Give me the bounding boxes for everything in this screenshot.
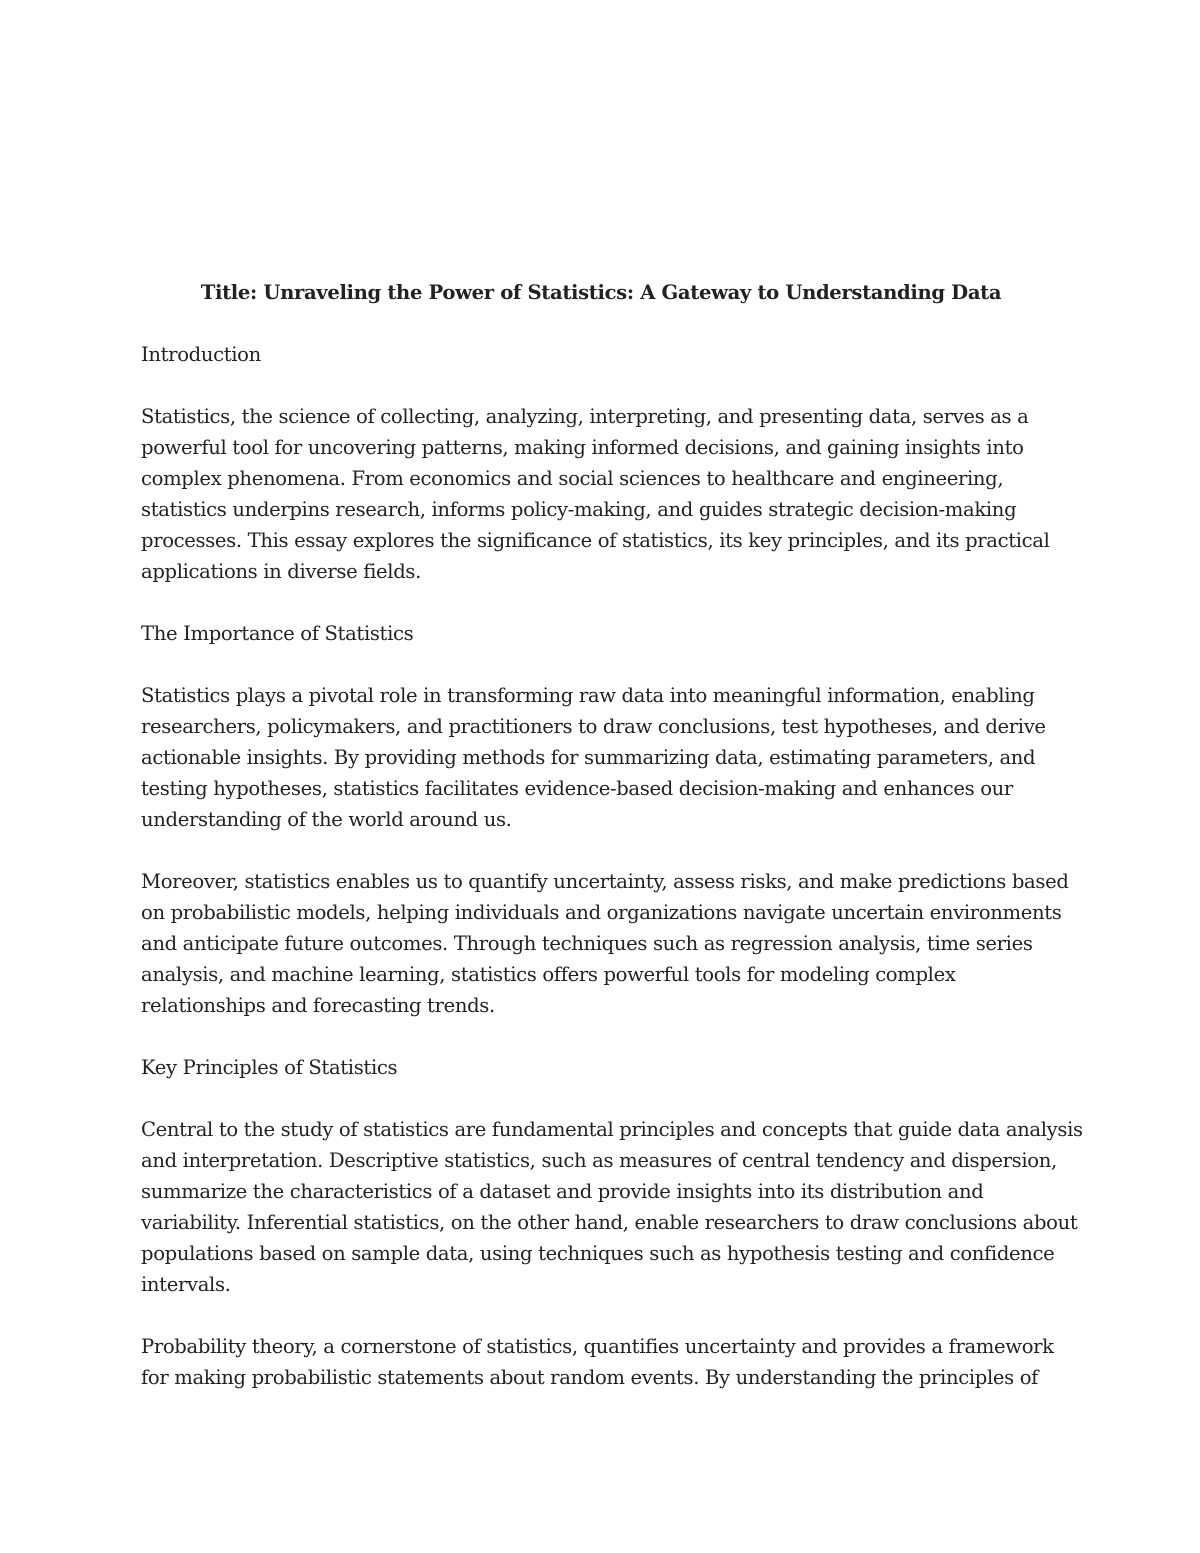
section-heading-importance: The Importance of Statistics xyxy=(141,622,414,645)
section-heading-introduction: Introduction xyxy=(141,343,261,366)
paragraph-line: processes. This essay explores the significance of statistics, its key principles, and its practical xyxy=(141,529,1050,552)
paragraph-line: Probability theory, a cornerstone of statistics, quantifies uncertainty and provides a framework xyxy=(141,1335,1054,1358)
paragraph-introduction xyxy=(141,401,1061,587)
paragraph-line: relationships and forecasting trends. xyxy=(141,994,495,1017)
paragraph-line: Central to the study of statistics are fundamental principles and concepts that guide data analysis xyxy=(141,1118,1083,1141)
paragraph-line: intervals. xyxy=(141,1273,231,1296)
paragraph-line: applications in diverse fields. xyxy=(141,560,421,583)
paragraph-line: powerful tool for uncovering patterns, making informed decisions, and gaining insights into xyxy=(141,436,1024,459)
paragraph-line: Moreover, statistics enables us to quantify uncertainty, assess risks, and make predictions based xyxy=(141,870,1069,893)
document-body xyxy=(141,277,1083,1393)
paragraph-line: researchers, policymakers, and practitioners to draw conclusions, test hypotheses, and derive xyxy=(141,715,1046,738)
paragraph-line: summarize the characteristics of a dataset and provide insights into its distribution and xyxy=(141,1180,984,1203)
paragraph-line: statistics underpins research, informs policy-making, and guides strategic decision-making xyxy=(141,498,1017,521)
paragraph-line: Statistics plays a pivotal role in transforming raw data into meaningful information, enabling xyxy=(141,684,1035,707)
paragraph-line: for making probabilistic statements about random events. By understanding the principles of xyxy=(141,1366,1039,1389)
paragraph-line: understanding of the world around us. xyxy=(141,808,512,831)
paragraph-importance-2 xyxy=(141,866,1069,1021)
paragraph-line: complex phenomena. From economics and social sciences to healthcare and engineering, xyxy=(141,467,1004,490)
paragraph-importance-1 xyxy=(141,680,1061,835)
paragraph-line: testing hypotheses, statistics facilitates evidence-based decision-making and enhances our xyxy=(141,777,1013,800)
paragraph-key-principles-1 xyxy=(141,1114,1083,1300)
paragraph-line: Statistics, the science of collecting, analyzing, interpreting, and presenting data, serves as a xyxy=(141,405,1029,428)
document-title: Title: Unraveling the Power of Statistics: A Gateway to Understanding Data xyxy=(200,281,1002,304)
paragraph-line: on probabilistic models, helping individuals and organizations navigate uncertain environments xyxy=(141,901,1062,924)
section-heading-key-principles: Key Principles of Statistics xyxy=(141,1056,398,1079)
paragraph-line: populations based on sample data, using techniques such as hypothesis testing and confidence xyxy=(141,1242,1055,1265)
paragraph-line: analysis, and machine learning, statistics offers powerful tools for modeling complex xyxy=(141,963,956,986)
paragraph-line: variability. Inferential statistics, on the other hand, enable researchers to draw conclusions about xyxy=(141,1211,1078,1234)
paragraph-line: actionable insights. By providing methods for summarizing data, estimating parameters, and xyxy=(141,746,1036,769)
paragraph-line: and anticipate future outcomes. Through techniques such as regression analysis, time series xyxy=(141,932,1033,955)
paragraph-key-principles-2 xyxy=(141,1331,1061,1393)
paragraph-line: and interpretation. Descriptive statistics, such as measures of central tendency and dispersion, xyxy=(141,1149,1057,1172)
